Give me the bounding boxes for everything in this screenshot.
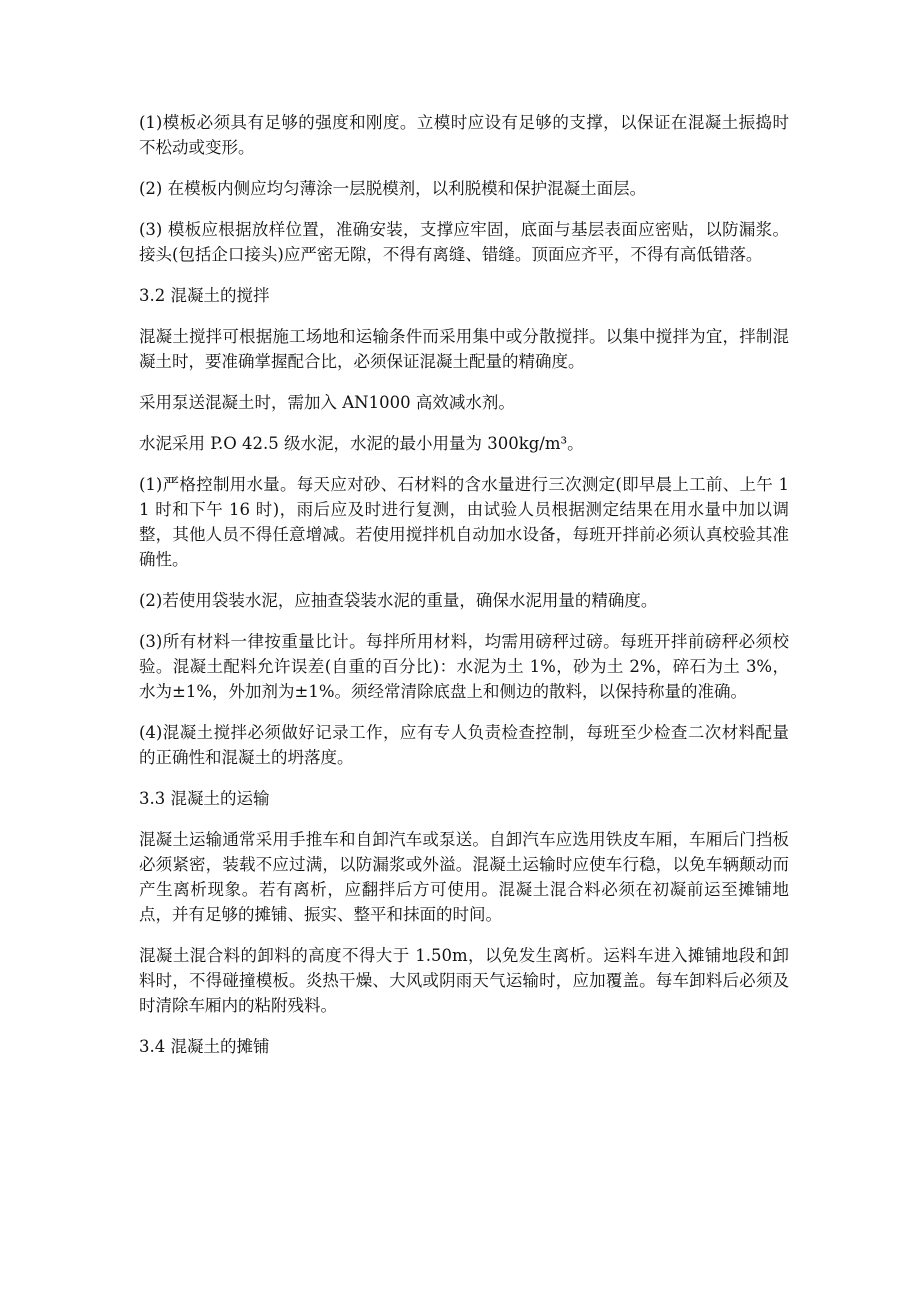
paragraph: 混凝土运输通常采用手推车和自卸汽车或泵送。自卸汽车应选用铁皮车厢，车厢后门挡板必须紧密，装载不应过满，以防漏浆或外溢。混凝土运输时应使车行稳，以免车辆颠动而产生离析现象。若有离析，应翻拌后方可使用。混凝土混合料必须在初凝前运至摊铺地点，并有足够的摊铺、振实、整平和抹面的时间。 [139,830,789,924]
document-body [139,110,789,1075]
section-heading: 3.2 混凝土的搅拌 [139,286,270,305]
paragraph: (4)混凝土搅拌必须做好记录工作，应有专人负责检查控制，每班至少检查二次材料配量的正确性和混凝土的坍落度。 [139,723,789,767]
paragraph: 混凝土混合料的卸料的高度不得大于 1.50m，以免发生离析。运料车进入摊铺地段和卸料时，不得碰撞模板。炎热干燥、大风或阴雨天气运输时，应加覆盖。每车卸料后必须及时清除车厢内的粘附残料。 [139,946,789,1015]
paragraph: (1)模板必须具有足够的强度和刚度。立模时应设有足够的支撑，以保证在混凝土振捣时不松动或变形。 [139,113,789,157]
paragraph: (2)若使用袋装水泥，应抽查袋装水泥的重量，确保水泥用量的精确度。 [139,591,658,610]
section-heading: 3.3 混凝土的运输 [139,789,270,808]
paragraph: (1)严格控制用水量。每天应对砂、石材料的含水量进行三次测定(即早晨上工前、上午 11 时和下午 16 时)，雨后应及时进行复测，由试验人员根据测定结果在用水量中加以调整，其他人员不得任意增减。若使用搅拌机自动加水设备，每班开拌前必须认真校验其准确性。 [139,475,789,569]
paragraph: (2) 在模板内侧应均匀薄涂一层脱模剂，以利脱模和保护混凝土面层。 [139,179,647,198]
paragraph: 混凝土搅拌可根据施工场地和运输条件而采用集中或分散搅拌。以集中搅拌为宜，拌制混凝土时，要准确掌握配合比，必须保证混凝土配量的精确度。 [139,327,789,371]
paragraph: (3) 模板应根据放样位置，准确安装，支撑应牢固，底面与基层表面应密贴，以防漏浆。接头(包括企口接头)应严密无隙，不得有离缝、错缝。顶面应齐平，不得有高低错落。 [139,220,789,264]
paragraph: 水泥采用 P.O 42.5 级水泥，水泥的最小用量为 300kg/m³。 [139,434,584,453]
section-heading: 3.4 混凝土的摊铺 [139,1037,270,1056]
paragraph: (3)所有材料一律按重量比计。每拌所用材料，均需用磅秤过磅。每班开拌前磅秤必须校验。混凝土配料允许误差(自重的百分比)：水泥为土 1%，砂为土 2%，碎石为土 3%，水为±1%，外加剂为±1%。须经常清除底盘上和侧边的散料，以保持称量的准确。 [139,632,789,701]
paragraph: 采用泵送混凝土时，需加入 AN1000 高效减水剂。 [139,393,515,412]
